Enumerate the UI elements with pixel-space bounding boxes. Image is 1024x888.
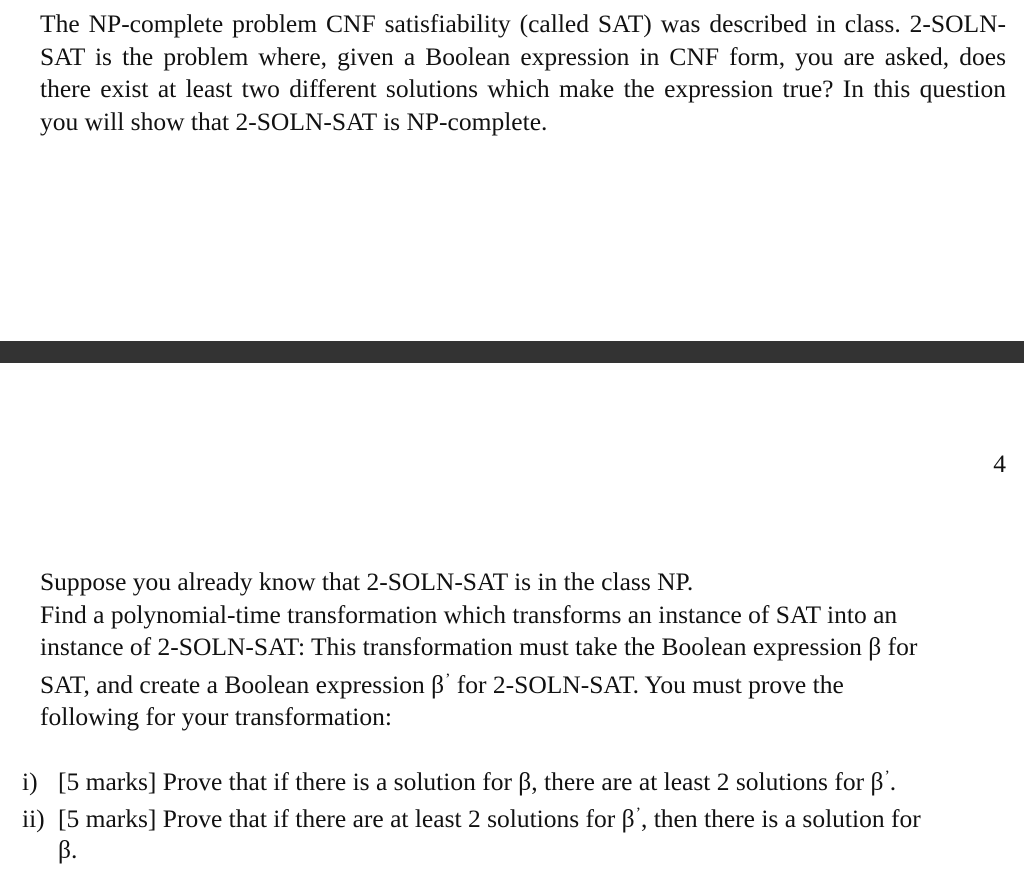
task-line-4-end: for 2-SOLN-SAT. You must prove the — [450, 669, 844, 699]
part-number: i) — [22, 767, 38, 796]
part-ii — [22, 798, 1012, 835]
part-text: [5 marks] Prove that if there is a solution for β, there are at least 2 solutions for β — [58, 767, 884, 796]
part-text: [5 marks] Prove that if there are at least 2 solutions for β — [58, 803, 635, 833]
task-line-4 — [40, 664, 1012, 702]
task-line-4-start: SAT, and create a Boolean expression β — [40, 669, 445, 699]
question-parts — [22, 761, 1012, 866]
page-number: 4 — [993, 449, 1006, 478]
prime-mark: ’ — [635, 804, 641, 822]
part-number: ii) — [22, 803, 45, 833]
task-paragraph — [40, 566, 1012, 734]
task-line-2: Find a polynomial-time transformation which transforms an instance of SAT into an — [40, 599, 898, 629]
part-text-end: , then there is a solution for — [640, 803, 921, 833]
prime-mark: ’ — [445, 670, 451, 688]
task-line-5: following for your transformation: — [40, 702, 392, 731]
prime-mark: ’ — [884, 768, 890, 785]
page-divider-bar — [0, 341, 1024, 363]
task-line-3: instance of 2-SOLN-SAT: This transformation must take the Boolean expression β for — [40, 632, 918, 661]
task-line-1: Suppose you already know that 2-SOLN-SAT is in the class NP. — [40, 567, 694, 596]
part-ii-continuation: β. — [58, 835, 78, 864]
part-i — [22, 761, 1012, 798]
part-text-end: . — [889, 767, 897, 796]
intro-paragraph: The NP-complete problem CNF satisfiability (called SAT) was described in class. 2-SOLN-SAT is the problem where, given a Boolean expression in CNF form, you are asked, does there exist at least two different solutions which make the expression true? In this question you will show that 2-SOLN-SAT is NP-complete. — [40, 9, 1006, 136]
